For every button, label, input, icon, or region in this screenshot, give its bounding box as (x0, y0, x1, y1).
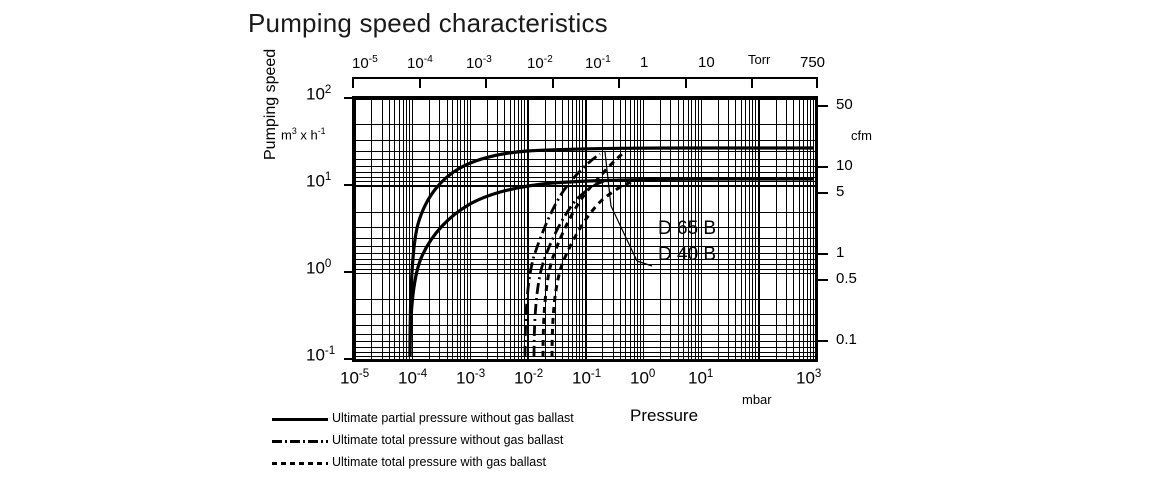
top-tick-label-750: 750 (800, 54, 826, 71)
right-tick-1 (818, 253, 828, 255)
annotation-d40b: D 40 B (658, 244, 717, 265)
legend-item (272, 408, 692, 430)
right-tick-50 (818, 105, 828, 107)
right-tick-05 (818, 279, 828, 281)
chart-legend (272, 408, 692, 474)
top-tick-label-1e-2: $10^{-2}$ (527, 54, 553, 72)
bottom-tick-label-1e1: $10^1$ (688, 368, 714, 388)
left-tick-label-1e2: $10^2$ (306, 84, 332, 104)
x-axis-label: Pressure (630, 406, 699, 425)
left-tick-label-1e1: $10^1$ (306, 171, 332, 191)
bottom-axis-unit: mbar (742, 392, 772, 407)
top-tick-label-1e-4: $10^{-4}$ (407, 54, 433, 72)
bottom-tick-label-1e0: $10^0$ (630, 368, 656, 388)
annotation-d65b: D 65 B (658, 218, 717, 239)
legend-label: Ultimate total pressure without gas ballast (332, 433, 564, 447)
bottom-tick-label-1e-3: $10^{-3}$ (456, 368, 486, 388)
legend-item (272, 452, 692, 474)
curve-d40b-dashed (552, 179, 642, 357)
right-tick-label-01: 0.1 (836, 331, 857, 348)
top-tick-label-1e-5: $10^{-5}$ (352, 54, 378, 72)
right-tick-label-50: 50 (836, 96, 853, 113)
chart-curves (352, 96, 818, 362)
bottom-tick-label-1e3: $10^3$ (796, 368, 822, 388)
leader-line-d65b (605, 152, 637, 261)
legend-swatch-dashed (272, 462, 328, 465)
bottom-tick-label-1e-5: $10^{-5}$ (340, 368, 370, 388)
legend-swatch-dash-dot (272, 440, 328, 443)
right-tick-10 (818, 166, 828, 168)
right-tick-label-5: 5 (836, 183, 845, 200)
top-axis-ticks (352, 78, 818, 88)
bottom-tick-label-1e-1: $10^{-1}$ (572, 368, 602, 388)
bottom-tick-label-1e-4: $10^{-4}$ (398, 368, 428, 388)
top-tick-label-1e-3: $10^{-3}$ (466, 54, 492, 72)
left-tick-label-1e-1: $10^{-1}$ (306, 345, 336, 365)
right-tick-01 (818, 340, 828, 342)
page-title: Pumping speed characteristics (248, 8, 608, 38)
y-axis-unit: $m^3$ x $h^{-1}$ (281, 126, 326, 143)
legend-item (272, 430, 692, 452)
left-tick-label-1e0: $10^0$ (306, 258, 332, 278)
right-tick-label-05: 0.5 (836, 270, 857, 287)
right-tick-label-1: 1 (836, 244, 845, 261)
curve-d40b-dashdot (534, 179, 614, 357)
top-axis-unit: Torr (748, 52, 771, 67)
right-tick-5 (818, 192, 828, 194)
legend-label: Ultimate total pressure with gas ballast (332, 455, 546, 469)
bottom-tick-label-1e-2: $10^{-2}$ (514, 368, 544, 388)
right-tick-label-10: 10 (836, 157, 853, 174)
top-tick-label-1e-1: $10^{-1}$ (585, 54, 611, 72)
top-tick-label-1: 1 (640, 54, 649, 71)
legend-label: Ultimate partial pressure without gas ballast (332, 411, 574, 425)
right-axis-unit: cfm (851, 128, 872, 143)
leader-line-d40b (637, 261, 652, 266)
legend-swatch-solid (272, 418, 328, 421)
top-tick-label-10: 10 (698, 54, 715, 71)
y-axis-label: Pumping speed (262, 48, 279, 160)
